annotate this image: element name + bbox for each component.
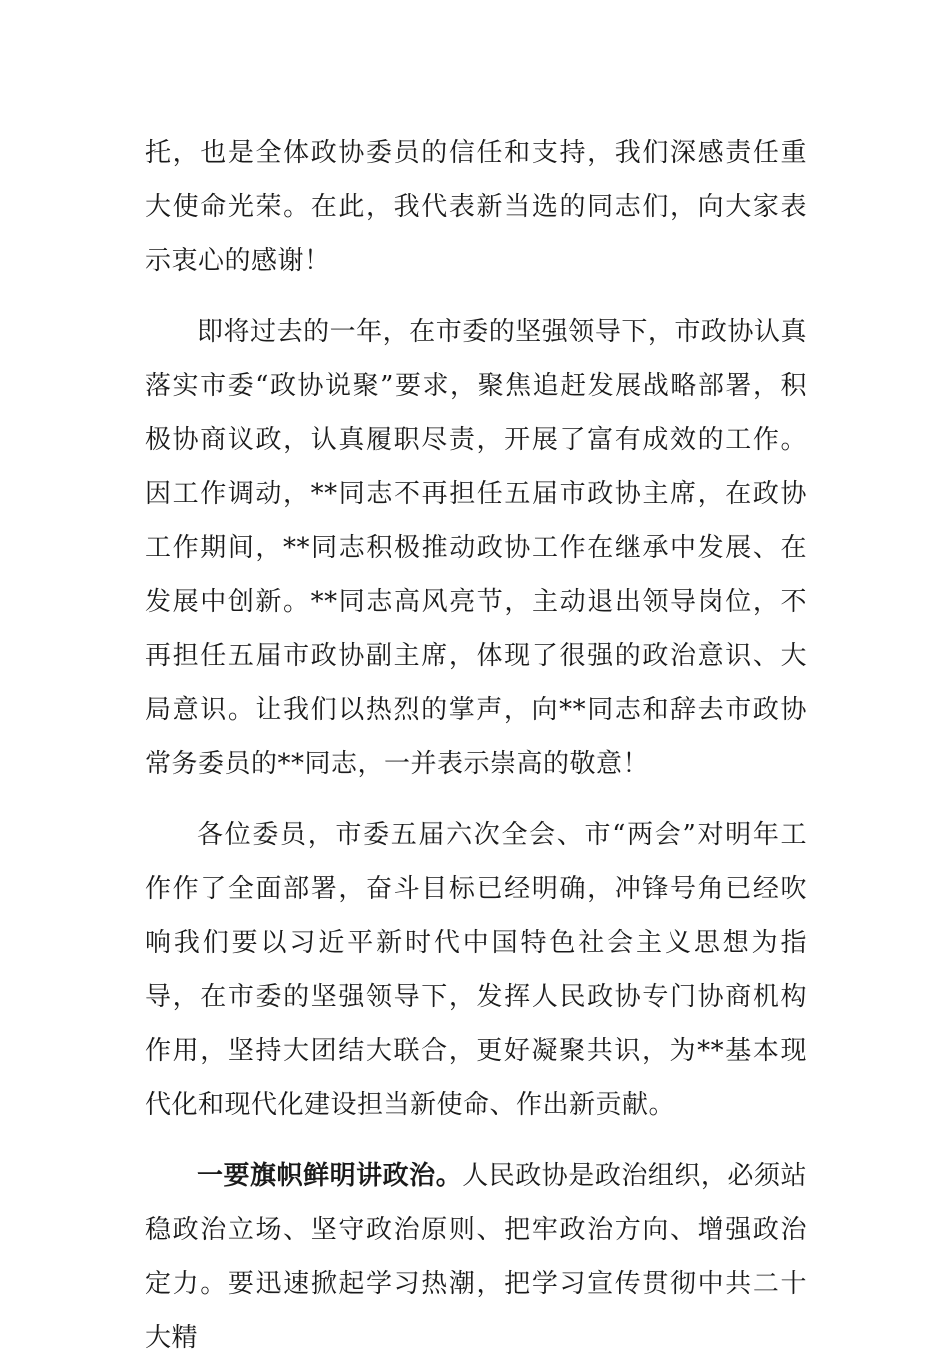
paragraph-next-year-goals: 各位委员，市委五届六次全会、市“两会”对明年工作作了全面部署，奋斗目标已经明确，冲锋号角已经吹响我们要以习近平新时代中国特色社会主义思想为指导，在市委的坚强领导下，发挥人民政协专门协商机构作用，坚持大团结大联合，更好凝聚共识，为**基本现代化和现代化建设担当新使命、作出新贡献。 bbox=[145, 820, 807, 1120]
paragraph-body-text: 人民政协是政治组织，必须站稳政治立场、坚守政治原则、把牢政治方向、增强政治定力。要迅速掀起学习热潮，把学习宣传贯彻中共二十大精 bbox=[145, 1161, 807, 1353]
paragraph-politics-first bbox=[145, 1149, 807, 1365]
paragraph-year-review: 即将过去的一年，在市委的坚强领导下，市政协认真落实市委“政协说聚”要求，聚焦追赶发展战略部署，积极协商议政，认真履职尽责，开展了富有成效的工作。因工作调动，**同志不再担任五届市政协主席，在政协工作期间，**同志积极推动政协工作在继承中发展、在发展中创新。**同志高风亮节，主动退出领导岗位，不再担任五届市政协副主席，体现了很强的政治意识、大局意识。让我们以热烈的掌声，向**同志和辞去市政协常务委员的**同志，一并表示崇高的敬意！ bbox=[145, 317, 807, 779]
paragraph-lead-heading: 一要旗帜鲜明讲政治。 bbox=[197, 1161, 463, 1191]
document-body bbox=[145, 126, 807, 1365]
paragraph-closing-thanks: 托，也是全体政协委员的信任和支持，我们深感责任重大使命光荣。在此，我代表新当选的同志们，向大家表示衷心的感谢！ bbox=[145, 138, 807, 276]
